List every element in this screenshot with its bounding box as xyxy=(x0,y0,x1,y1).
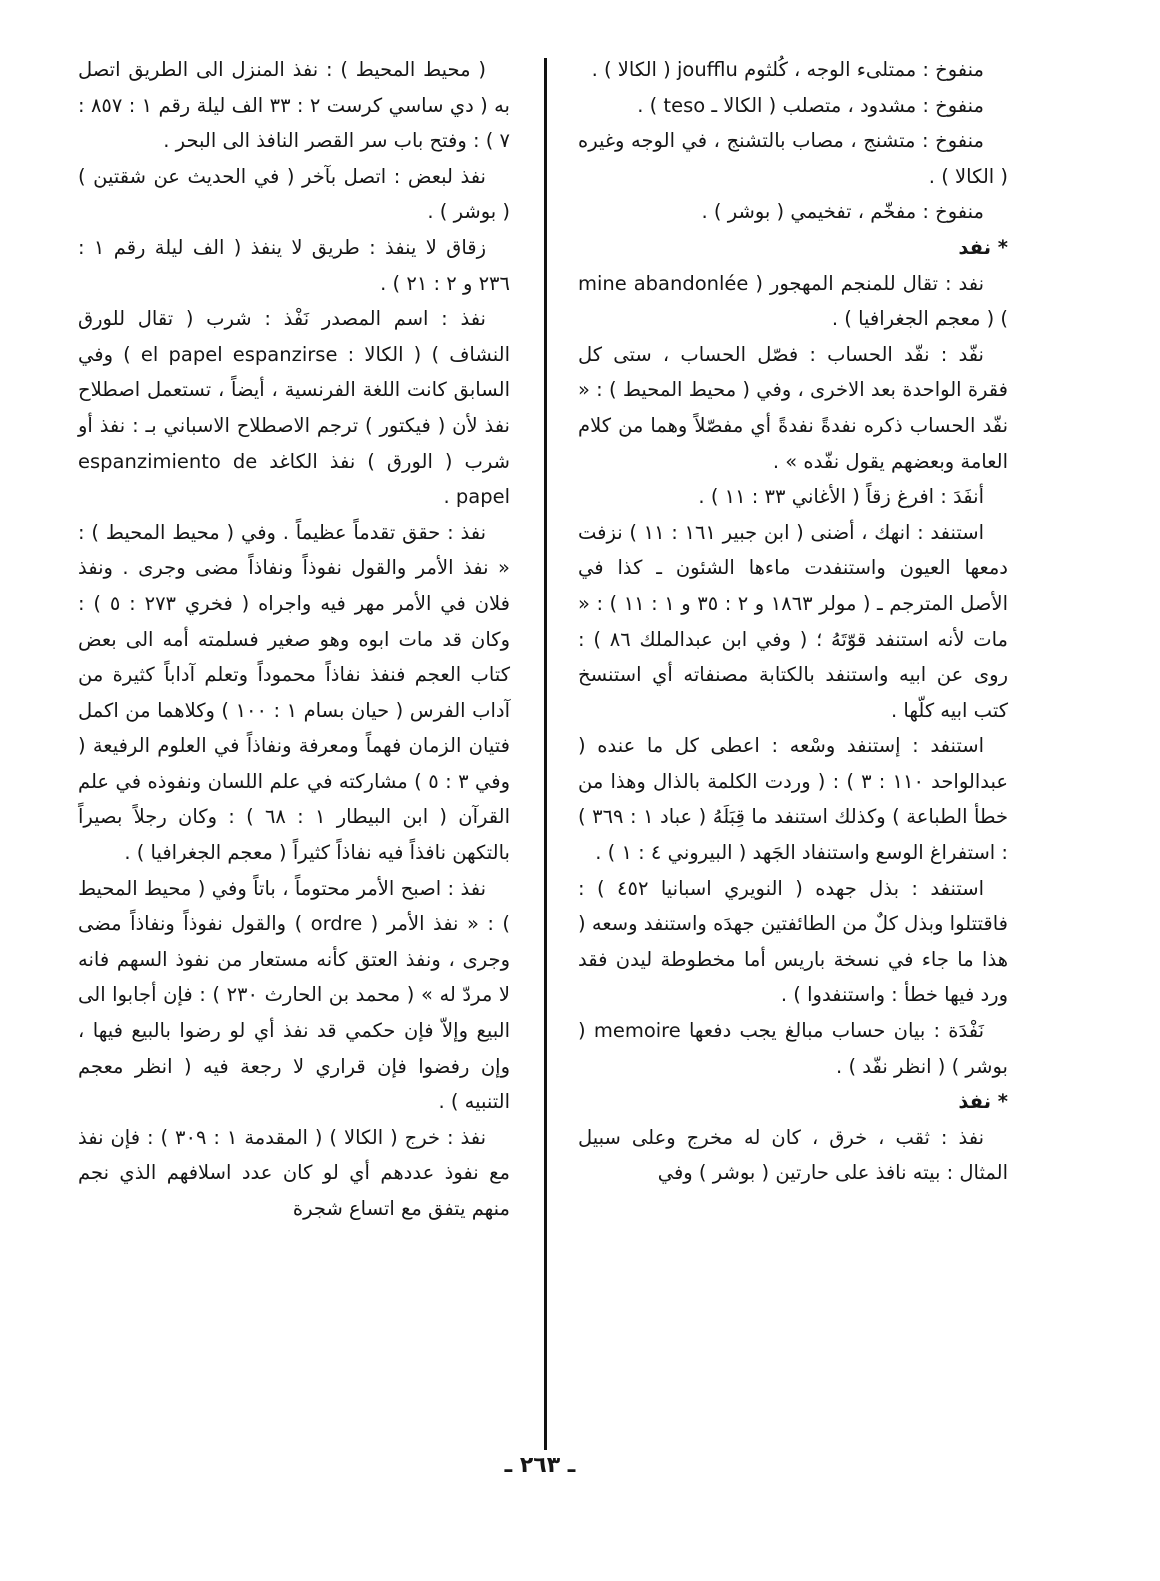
entry-paragraph: استنفد : انهك ، أضنى ( ابن جبير ١٦١ : ١١ ) نزفت دمعها العيون واستنفدت ماءها الشئون ـ كذا في الأصل المترجم ـ ( مولر ١٨٦٣ و ٢ : ٣٥ و ١ : ١١ ) : « مات لأنه استنفد قوّتَهُ ؛ ( وفي ابن عبدالملك ٨٦ ) : روى عن ابيه واستنفد بالكتابة مصنفاته أي استنسخ كتب ابيه كلّها . xyxy=(578,520,1008,722)
entry-paragraph: منفوخ : ممتلىء الوجه ، كُلثوم joufflu ( الكالا ) . xyxy=(591,58,984,81)
entry-paragraph: نفذ : حقق تقدماً عظيماً . وفي ( محيط المحيط ) : « نفذ الأمر والقول نفوذاً ونفاذاً مضى وجرى . ونفذ فلان في الأمر مهر فيه واجراه ( فخري ٢٧٣ : ٥ ) : وكان قد مات ابوه وهو صغير فسلمته أمه الى بعض كتاب العجم فنفذ نفاذاً محموداً وتعلم آداباً كثيرة من آداب الفرس ( حيان بسام ١ : ١٠٠ ) وكلاهما من اكمل فتيان الزمان فهماً ومعرفة ونفاذاً في العلوم الرفيعة ( وفي ٣ : ٥ ) مشاركته في علم اللسان ونفوذه في علم القرآن ( ابن البيطار ١ : ٦٨ ) : وكان رجلاً بصيراً بالتكهن نافذاً فيه نفاذاً كثيراً ( معجم الجغرافيا ) . xyxy=(78,520,511,865)
entry-paragraph: نفذ : خرج ( الكالا ) ( المقدمة ١ : ٣٠٩ ) : فإن نفذ مع نفوذ عددهم أي لو كان عدد اسلافهم الذي نجم منهم يتفق مع اتساع شجرة xyxy=(78,1125,510,1220)
entry-paragraph: منفوخ : مفخّم ، تفخيمي ( بوشر ) . xyxy=(701,200,984,224)
entry-paragraph: نفذ : ثقب ، خرق ، كان له مخرج وعلى سبيل المثال : بيته نافذ على حارتين ( بوشر ) وفي xyxy=(578,1125,1008,1185)
entry-heading: * نفذ xyxy=(958,1090,1008,1114)
entry-paragraph: منفوخ : مشدود ، متصلب ( الكالا ـ teso ) . xyxy=(637,93,984,117)
entry-paragraph: استنفد : إستنفد وسْعه : اعطى كل ما عنده ( عبدالواحد ١١٠ : ٣ ) : ( وردت الكلمة بالذال وهذا من خطأ الطباعة ) وكذلك استنفد ما قِبَلَهُ ( عباد ١ : ٣٦٩ ) : استفراغ الوسع واستنفاد الجَهد ( البيروني ٤ : ١ ) . xyxy=(578,734,1009,865)
entry-paragraph: منفوخ : متشنج ، مصاب بالتشنج ، في الوجه وغيره ( الكالا ) . xyxy=(578,129,1008,188)
entry-paragraph: نفذ : اصبح الأمر محتوماً ، باتاً وفي ( محيط المحيط ) : « نفذ الأمر ( ordre ) والقول نفوذاً ونفاذاً مضى وجرى ، ونفذ العتق كأنه مستعار من نفوذ السهم فانه لا مردّ له » ( محمد بن الحارث ٢٣٠ ) : فإن أجابوا الى البيع وإلاّ فإن حكمي قد نفذ أي لو رضوا بالبيع فيها ، وإن رفضوا فإن قراري لا رجعة فيه ( انظر معجم التنبيه ) . xyxy=(78,876,510,1114)
entry-paragraph: ( محيط المحيط ) : نفذ المنزل الى الطريق اتصل به ( دي ساسي كرست ٢ : ٣٣ الف ليلة رقم ١ : ٨٥٧ : ٧ ) : وفتح باب سر القصر النافذ الى البحر . xyxy=(78,58,510,153)
entry-paragraph: استنفد : بذل جهده ( النويري اسبانيا ٤٥٢ ) : فاقتتلوا وبذل كلٌ من الطائفتين جهدَه واستنفد وسعه ( هذا ما جاء في نسخة باريس أما مخطوطة ليدن فقد ورد فيها خطأ : واستنفدوا ) . xyxy=(578,876,1008,1007)
entry-paragraph: أنفَدَ : افرغ زقاً ( الأغاني ٣٣ : ١١ ) . xyxy=(698,485,984,509)
entry-paragraph: زقاق لا ينفذ : طريق لا ينفذ ( الف ليلة رقم ١ : ٢٣٦ و ٢ : ٢١ ) . xyxy=(78,235,510,295)
entry-paragraph: نفذ لبعض : اتصل بآخر ( في الحديث عن شقتين ) ( بوشر ) . xyxy=(78,164,510,224)
column-divider xyxy=(544,58,547,1450)
entry-paragraph: نفّد : نفّد الحساب : فصّل الحساب ، ستى كل فقرة الواحدة بعد الاخرى ، وفي ( محيط المحيط ) : « نفّد الحساب ذكره نفدةً نفدةً أي مفصّلاً وهما من كلام العامة وبعضهم يقول نفّده » . xyxy=(578,342,1008,473)
entry-paragraph: نَفْدَة : بيان حساب مبالغ يجب دفعها memoire ( بوشر ) ( انظر نفّد ) . xyxy=(578,1019,1008,1078)
right-column xyxy=(578,52,1008,1191)
page-number: ـ ٢٦٣ ـ xyxy=(504,1453,576,1478)
entry-paragraph: نفذ : اسم المصدر نَفْذ : شرب ( تقال للورق النشاف ) ( الكالا : el papel espanzirse ) وفي السابق كانت اللغة الفرنسية ، أيضاً ، تستعمل اصطلاح نفذ لأن ( فيكتور ) ترجم الاصطلاح الاسباني بـ : نفذ أو شرب ( الورق ) نفذ الكاغد espanzimiento de papel . xyxy=(78,307,511,509)
entry-heading: * نفد xyxy=(958,235,1008,259)
left-column xyxy=(78,52,510,1227)
entry-paragraph: نفد : تقال للمنجم المهجور ( mine abandonlée ) ( معجم الجغرافيا ) . xyxy=(578,271,1008,331)
